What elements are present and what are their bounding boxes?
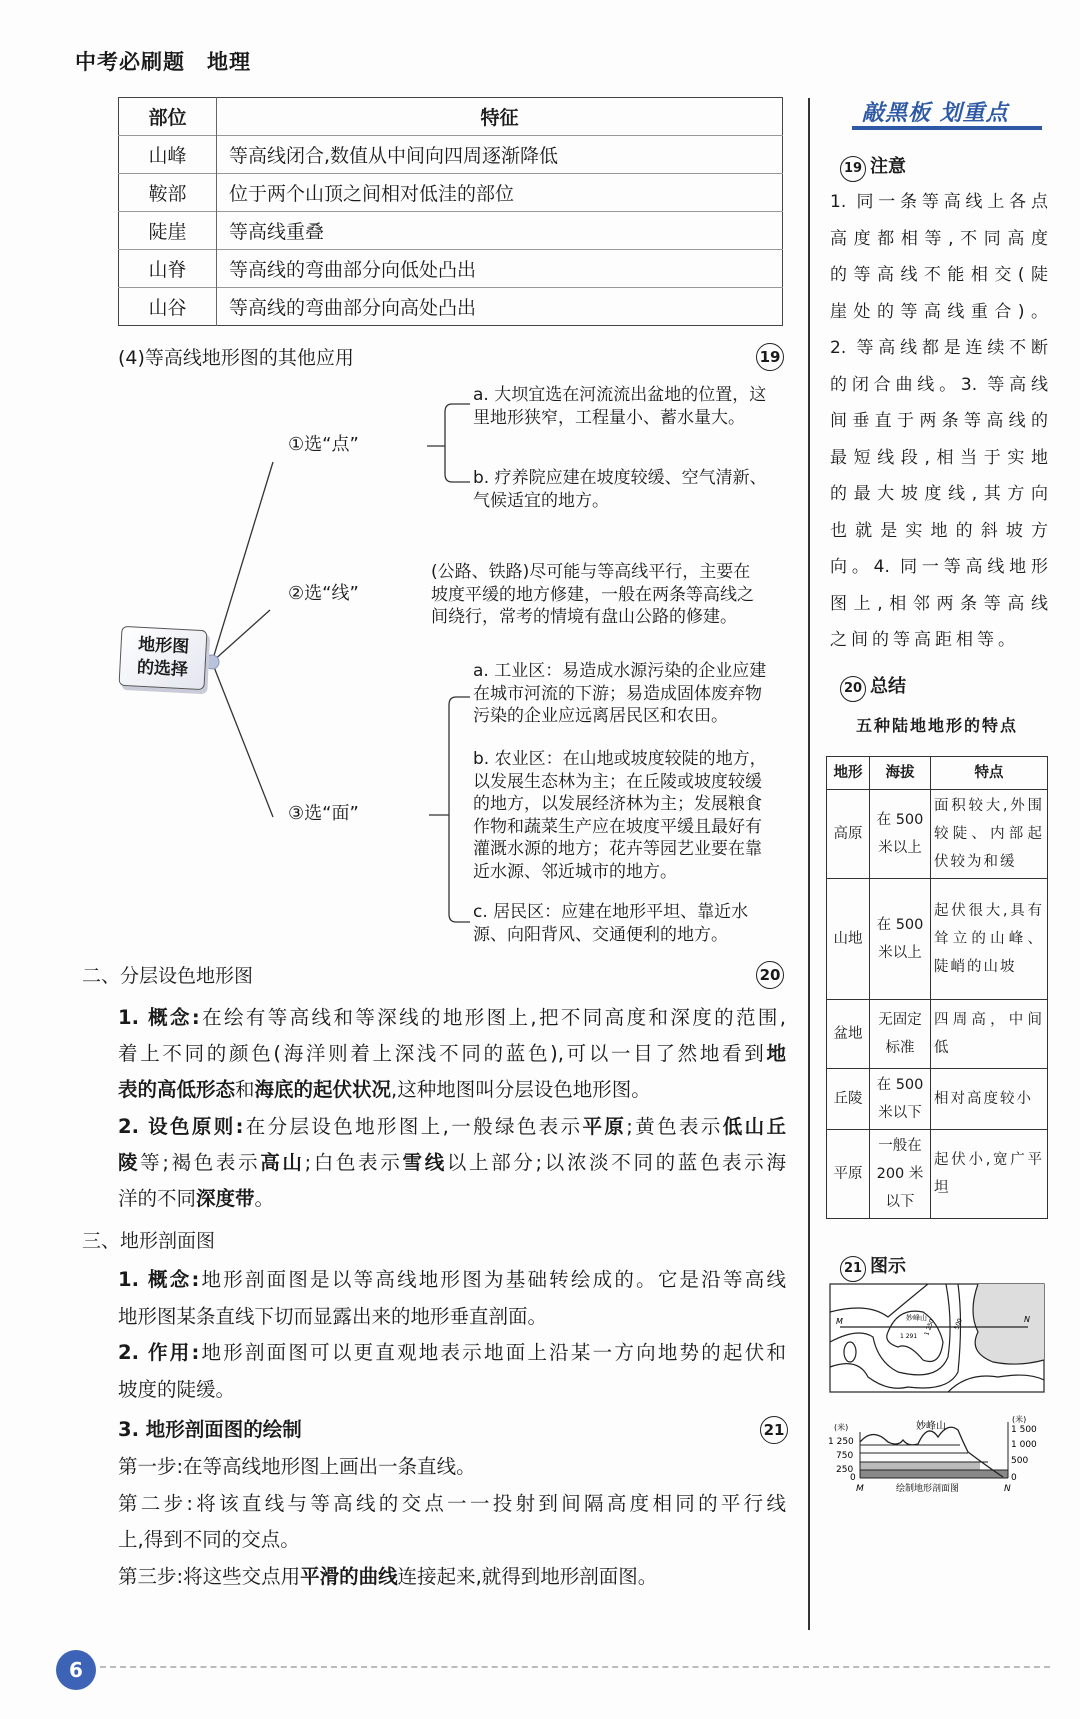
mindmap-item: [473, 748, 785, 883]
mindmap-item-line: 里地形狭窄，工程量小、蓄水量大。: [473, 407, 745, 428]
mindmap-item-line: c. 居民区：应建在地形平坦、靠近水: [473, 902, 749, 922]
summary-heading: [840, 672, 906, 702]
paragraph-line: [118, 1075, 786, 1105]
landform-types-table: [826, 756, 1048, 1219]
table-row: [827, 1000, 1048, 1069]
figure-badge: 21: [840, 1256, 866, 1282]
root-line: 地形图: [137, 634, 190, 658]
book-subject: 地理: [207, 50, 251, 74]
map-label-n: N: [1024, 1315, 1030, 1324]
table-row: [827, 1069, 1048, 1130]
map-label-elev: 1 291: [900, 1333, 918, 1340]
footer-rule: [100, 1666, 1050, 1668]
map-label-m: M: [836, 1317, 843, 1326]
mindmap-item-line: 近水源、邻近城市的地方。: [473, 861, 677, 882]
book-series: 中考必刷题: [75, 50, 185, 74]
table-header-row: [827, 757, 1048, 790]
table-cell: 起伏小,宽广平坦: [931, 1130, 1048, 1219]
paragraph-line: [118, 1003, 786, 1033]
table-cell: 在 500 米以下: [870, 1069, 931, 1130]
note-title: 注意: [870, 156, 906, 177]
text-run: 地形剖面图可以更直观地表示地面上沿某一方向地势的起伏和: [199, 1341, 786, 1364]
table-cell: 起伏很大,具有耸立的山峰、陡峭的山坡: [931, 879, 1048, 1000]
paragraph-line: [118, 1039, 786, 1069]
text-run: 上,得到不同的交点。: [118, 1528, 300, 1551]
text-run: 以上部分;以浓淡不同的蓝色表示海: [446, 1151, 786, 1174]
text-run: 地形图某条直线下切而显露出来的地形垂直剖面。: [118, 1305, 548, 1328]
table-cell: 位于两个山顶之间相对低洼的部位: [217, 174, 783, 212]
figure-title: 图示: [870, 1256, 906, 1277]
paragraph-line: [118, 1525, 786, 1555]
note-line: 最短线段,相当于实地: [830, 447, 1048, 468]
mindmap-root: [118, 626, 207, 690]
table-cell: 山谷: [119, 288, 217, 326]
table-row: [827, 790, 1048, 879]
paragraph-line: [118, 1265, 786, 1295]
subsection-title: (4)等高线地形图的其他应用: [118, 347, 354, 369]
page-number: 6: [56, 1650, 96, 1690]
mindmap-item-line: a. 工业区：易造成水源污染的企业应建: [473, 661, 767, 681]
note-ref-badge: 19: [756, 343, 784, 371]
node-dot: [205, 655, 219, 669]
text-run: ;黄色表示: [626, 1115, 723, 1138]
note-line: 2. 等高线都是连续不断: [830, 338, 1048, 358]
bracket-area: [429, 697, 470, 922]
table-cell: 山地: [827, 879, 870, 1000]
sidebar-banner: [852, 96, 1042, 132]
text-run: 第二步:将该直线与等高线的交点一一投射到间隔高度相同的平行线: [118, 1492, 786, 1515]
right-tick: 1 500: [1011, 1425, 1037, 1435]
mindmap-item-line: 污染的企业应远离居民区和农田。: [473, 706, 728, 726]
text-run: ,这种地图叫分层设色地形图。: [391, 1078, 651, 1101]
paragraph-line: [118, 1415, 786, 1445]
mindmap-item-line: 灌溉水源的地方；花卉等园艺业要在靠: [473, 839, 762, 859]
text-run: 着上不同的颜色(海洋则着上深浅不同的蓝色),可以一目了然地看到: [118, 1042, 767, 1065]
contour-map: [830, 1284, 1044, 1392]
table-cell: 山脊: [119, 250, 217, 288]
right-axis-unit: (米): [1012, 1415, 1027, 1424]
mindmap-item-line: 以发展生态林为主；在丘陵或坡度较缓: [473, 771, 762, 792]
note-line: 间垂直于两条等高线的: [830, 411, 1048, 431]
header-cell: 地形: [827, 757, 870, 790]
paragraph-line: [118, 1148, 786, 1178]
table-cell: 陡崖: [119, 212, 217, 250]
note-line: 之间的等高距相等。: [830, 630, 1019, 650]
map-label-contour: 1 250: [923, 1318, 936, 1337]
header-cell: 海拔: [870, 757, 931, 790]
connector-line: [212, 662, 273, 817]
note-ref-badge: 20: [756, 961, 784, 989]
table-cell: 一般在 200 米以下: [870, 1130, 931, 1219]
text-run: 连接起来,就得到地形剖面图。: [397, 1565, 658, 1588]
note-line: 向。4. 同一等高线地形: [830, 557, 1048, 577]
table-cell: 盆地: [827, 1000, 870, 1069]
text-run: 和: [235, 1078, 255, 1101]
profile-label-m: M: [856, 1484, 864, 1494]
paragraph-line: [118, 1452, 786, 1482]
table-cell: 相对高度较小: [931, 1069, 1048, 1130]
banner-bar: [852, 126, 1042, 130]
branch-area-label: ③选“面”: [288, 803, 359, 824]
header-cell: 特征: [480, 107, 519, 129]
text-run: 第一步:在等高线地形图上画出一条直线。: [118, 1455, 476, 1478]
note-line: 图上,相邻两条等高线: [830, 593, 1048, 614]
note-line: 1. 同一条等高线上各点: [830, 192, 1048, 212]
text-run: 。: [254, 1187, 275, 1210]
left-tick: 0: [850, 1473, 856, 1483]
profile-label-n: N: [1004, 1484, 1011, 1494]
branch-point-label: ①选“点”: [288, 434, 359, 455]
table-cell: 四周高，中间低: [931, 1000, 1048, 1069]
section-title: 二、分层设色地形图: [82, 965, 254, 987]
text-run: 地形剖面图是以等高线地形图为基础转绘成的。它是沿等高线: [199, 1268, 786, 1291]
profile-caption: 绘制地形剖面图: [896, 1484, 960, 1494]
summary-title: 总结: [870, 676, 906, 697]
mindmap-item: [473, 384, 785, 429]
left-axis-unit: (米): [834, 1423, 849, 1432]
mindmap-item: [473, 467, 785, 512]
mindmap-item-line: 的地方，以发展经济林为主；发展粮食: [473, 794, 762, 814]
header-cell: 特点: [931, 757, 1048, 790]
bold-term: 平原: [582, 1115, 627, 1138]
figure-heading: [840, 1252, 906, 1282]
paragraph-line: [118, 1184, 786, 1214]
profile-figure: [828, 1282, 1048, 1512]
bold-term: 雪线: [402, 1151, 447, 1174]
section-title: 三、地形剖面图: [82, 1230, 216, 1252]
bold-term: 1. 概念:: [118, 1268, 200, 1291]
mindmap-item-line: a. 大坝宜选在河流流出盆地的位置，这: [473, 385, 767, 405]
header-cell: 部位: [119, 98, 217, 136]
right-tick: 500: [1011, 1456, 1029, 1466]
table-cell: 等高线的弯曲部分向高处凸出: [217, 288, 783, 326]
paragraph-line: [118, 1338, 786, 1368]
mindmap-item: [473, 901, 785, 946]
table-cell: 鞍部: [119, 174, 217, 212]
mindmap-item-line: b. 农业区：在山地或坡度较陡的地方，: [473, 749, 767, 769]
text-run: 等;褐色表示: [140, 1151, 261, 1174]
text-run: ;白色表示: [304, 1151, 403, 1174]
bold-term: 地: [766, 1042, 786, 1065]
paragraph-line: [118, 1112, 786, 1142]
bold-term: 2. 设色原则:: [118, 1115, 244, 1138]
root-line: 的选择: [136, 657, 189, 681]
map-label-peak: 妙峰山: [906, 1314, 927, 1322]
bold-term: 1. 概念:: [118, 1006, 200, 1029]
text-run: 洋的不同: [118, 1187, 197, 1210]
table-cell: 高原: [827, 790, 870, 879]
paragraph-line: [118, 1562, 786, 1592]
map-label-contour: 500: [953, 1317, 964, 1331]
table-cell: 在 500 米以上: [870, 879, 931, 1000]
text-run: 坡度的陡缓。: [118, 1378, 236, 1401]
bold-term: 低山丘: [722, 1115, 786, 1138]
table-cell: 丘陵: [827, 1069, 870, 1130]
table-cell: 平原: [827, 1130, 870, 1219]
table-cell: 在 500 米以上: [870, 790, 931, 879]
paragraph-line: [118, 1375, 786, 1405]
mindmap-item-line: 间绕行，常考的情境有盘山公路的修建。: [431, 607, 737, 627]
branch-line-label: ②选“线”: [288, 583, 359, 604]
mindmap-item-line: 源、向阳背风、交通便利的地方。: [473, 924, 728, 945]
table-row: [827, 879, 1048, 1000]
banner-text: 敲黑板 划重点: [862, 101, 1009, 126]
summary-table-title: 五种陆地地形的特点: [855, 716, 1018, 735]
paragraph-line: [118, 1489, 786, 1519]
mindmap-item-line: 坡度平缓的地方修建，一般在两条等高线之: [431, 584, 754, 605]
table-cell: 山峰: [119, 136, 217, 174]
text-run: 在绘有等高线和等深线的地形图上,把不同高度和深度的范围,: [199, 1006, 786, 1029]
mindmap-item: [473, 660, 785, 728]
table-cell: 等高线闭合,数值从中间向四周逐渐降低: [217, 136, 783, 174]
bold-term: 陵: [118, 1151, 141, 1174]
bold-term: 表的高低形态: [118, 1078, 236, 1101]
note-ref-badge: 21: [760, 1416, 788, 1444]
bold-term: 3. 地形剖面图的绘制: [118, 1418, 302, 1441]
mindmap-item-line: 气候适宜的地方。: [473, 490, 609, 511]
connector-line: [212, 462, 273, 662]
note-line: 的等高线不能相交(陡: [830, 265, 1048, 285]
bold-term: 深度带: [196, 1187, 255, 1210]
paragraph-line: [118, 1302, 786, 1332]
bold-term: 平滑的曲线: [300, 1565, 398, 1588]
left-tick: 1 250: [828, 1437, 854, 1447]
text-run: 在分层设色地形图上,一般绿色表示: [243, 1115, 583, 1138]
bold-term: 2. 作用:: [118, 1341, 200, 1364]
note-line: 崖处的等高线重合)。: [830, 301, 1048, 322]
summary-badge: 20: [840, 676, 866, 702]
profile-peak-label: 妙峰山: [916, 1421, 946, 1432]
mindmap-item-line: 在城市河流的下游；易造成固体废弃物: [473, 683, 762, 704]
table-cell: 等高线的弯曲部分向低处凸出: [217, 250, 783, 288]
profile-chart: [828, 1414, 1037, 1494]
sidebar-divider: [808, 98, 810, 1630]
note-line: 也就是实地的斜坡方: [830, 520, 1048, 541]
note-heading: [840, 152, 906, 182]
left-tick: 750: [836, 1451, 854, 1461]
bold-term: 高山: [260, 1151, 305, 1174]
mindmap-item-line: (公路、铁路)尽可能与等高线平行，主要在: [431, 562, 751, 582]
note-line: 的最大坡度线,其方向: [830, 484, 1048, 504]
left-tick: 250: [836, 1465, 854, 1475]
right-tick: 1 000: [1011, 1440, 1037, 1450]
bold-term: 海底的起伏状况: [254, 1078, 392, 1101]
table-row: [827, 1130, 1048, 1219]
bracket-point: [427, 404, 470, 482]
note-line: 的闭合曲线。3. 等高线: [830, 374, 1048, 395]
note-line: 高度都相等,不同高度: [830, 228, 1048, 249]
table-cell: 等高线重叠: [217, 212, 783, 250]
text-run: 第三步:将这些交点用: [118, 1565, 301, 1588]
table-cell: 面积较大,外围较陡、内部起伏较为和缓: [931, 790, 1048, 879]
note-badge: 19: [840, 156, 866, 182]
mindmap-item-line: b. 疗养院应建在坡度较缓、空气清新、: [473, 468, 767, 488]
mindmap-item-line: 作物和蔬菜生产应在坡度平缓且最好有: [473, 816, 762, 837]
table-cell: 无固定标准: [870, 1000, 931, 1069]
mindmap-item: [431, 561, 783, 629]
connector-line: [212, 610, 270, 662]
right-tick: 0: [1011, 1473, 1017, 1483]
